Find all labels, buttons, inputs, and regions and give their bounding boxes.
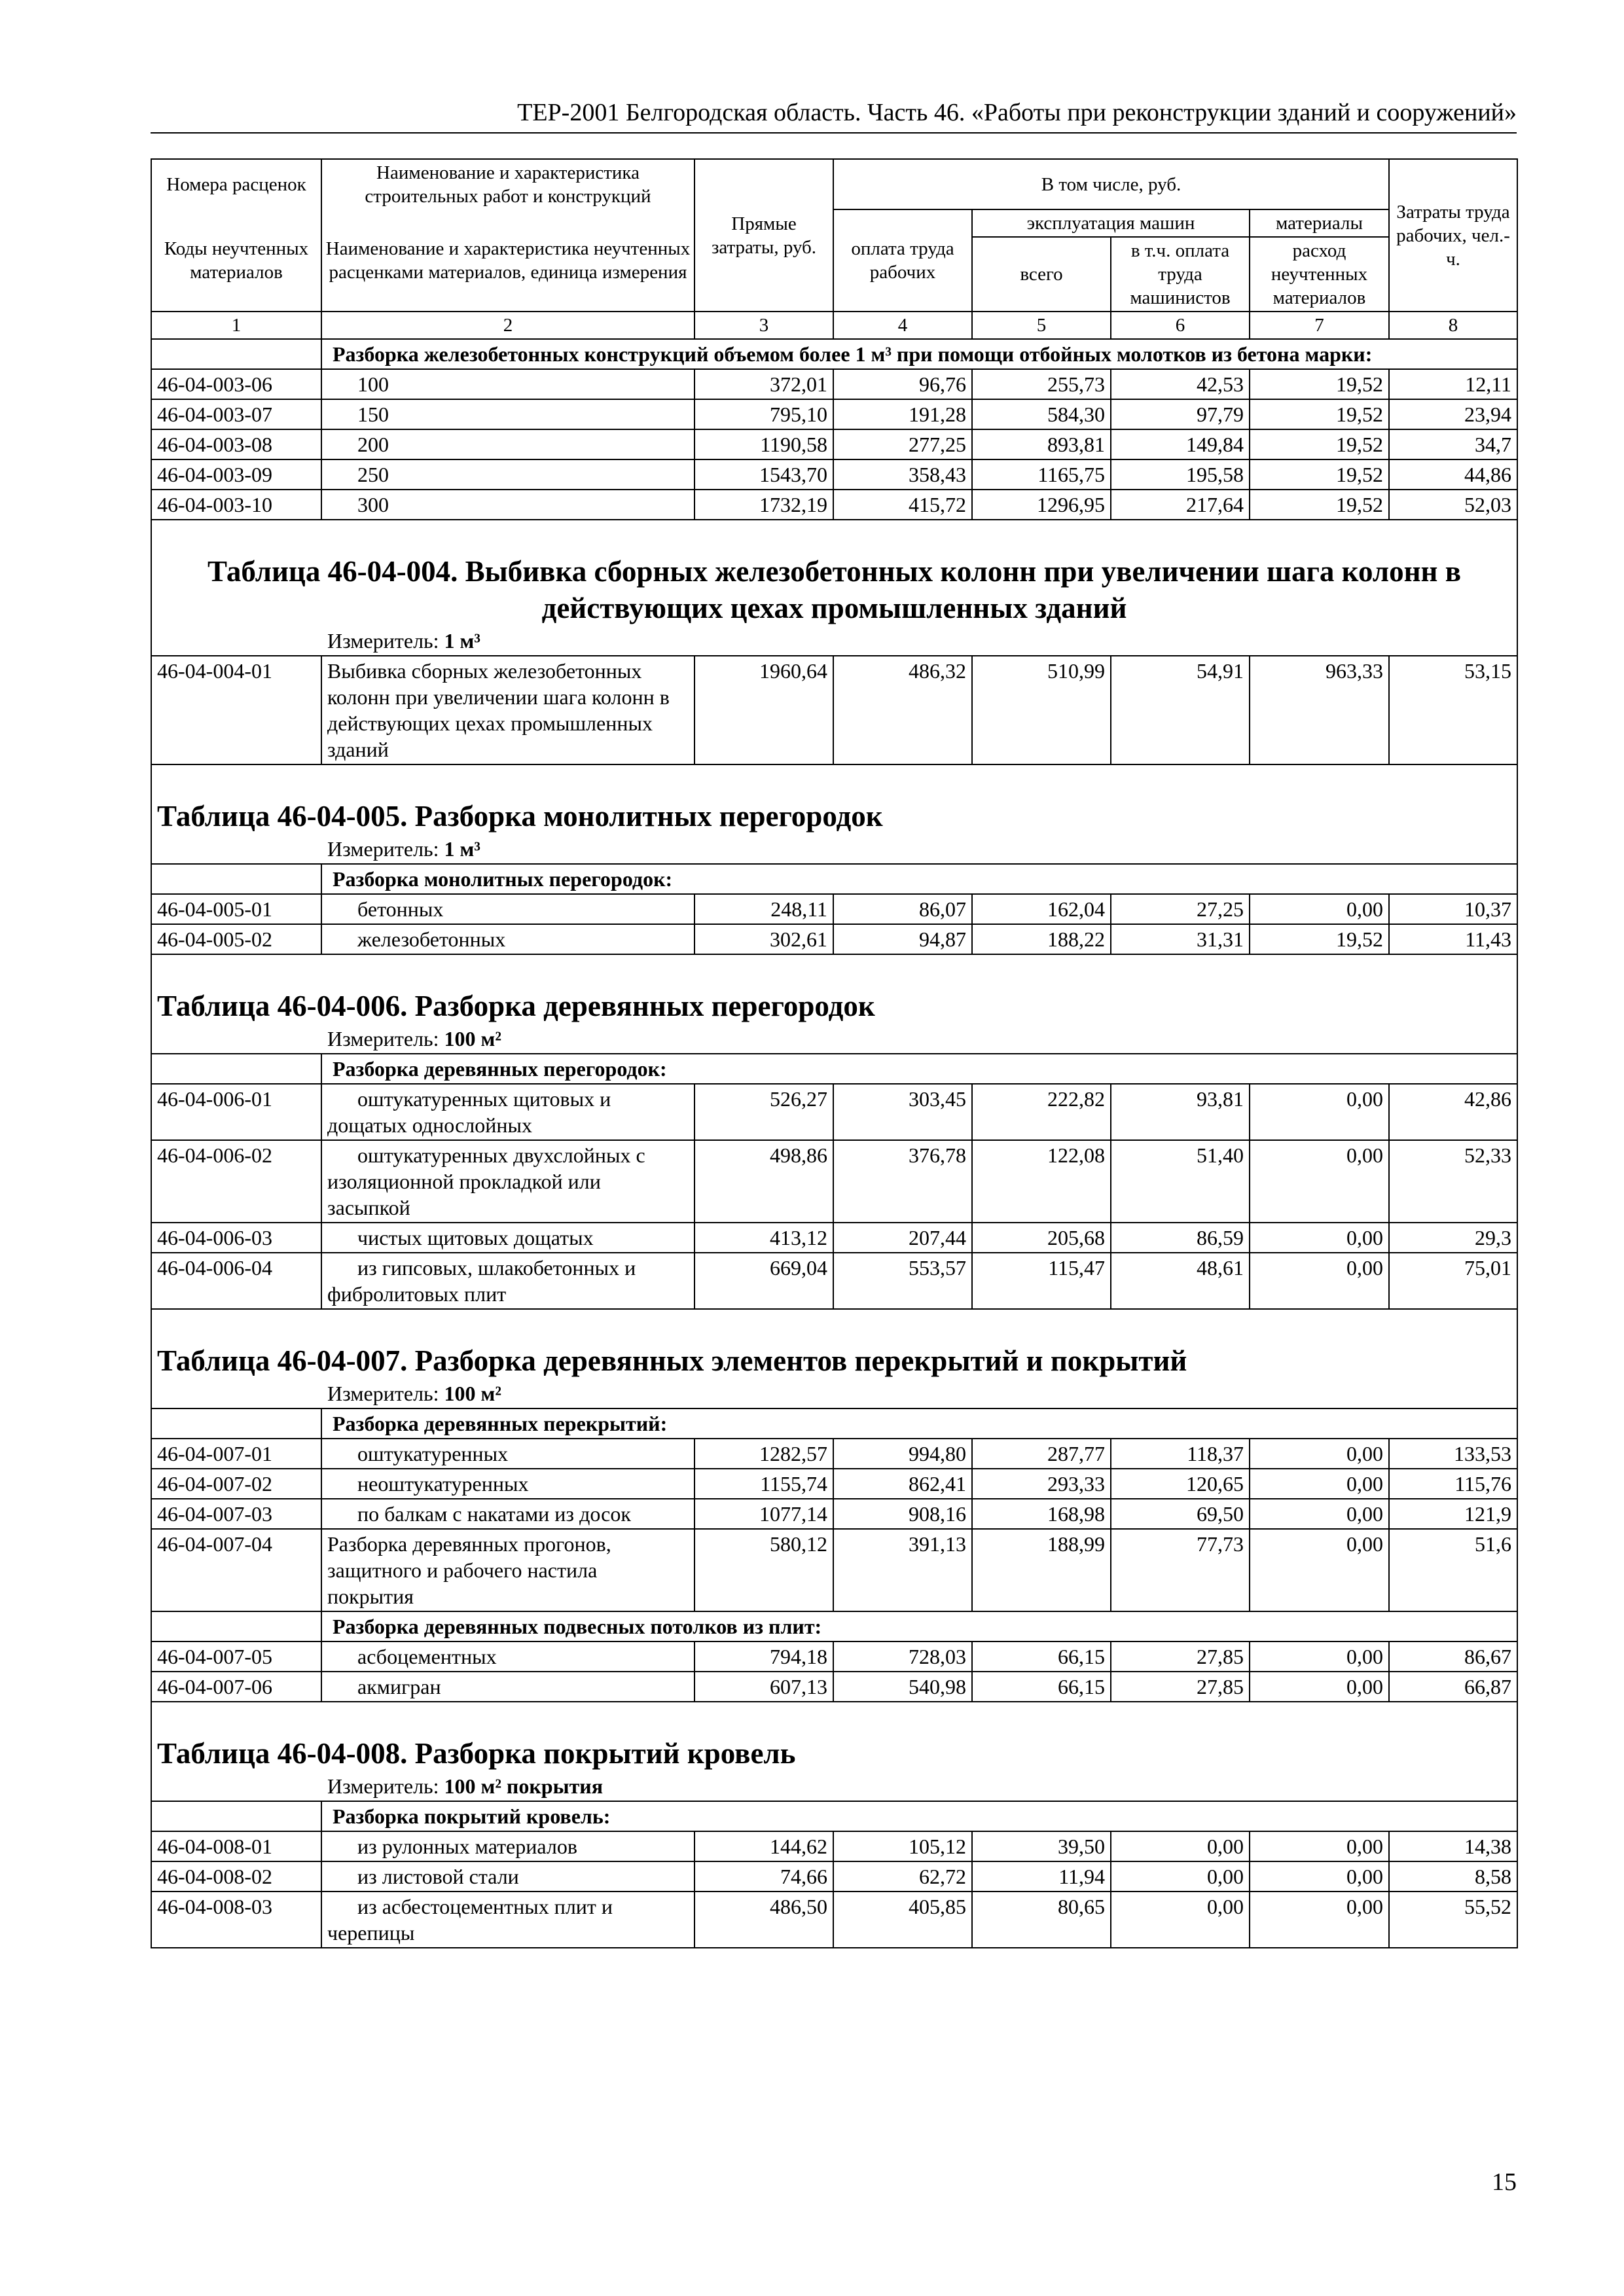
direct-costs-value: 669,04 [695,1253,833,1309]
machines-total-value: 205,68 [972,1223,1111,1253]
labor-value: 34,7 [1389,429,1517,459]
direct-costs-value: 144,62 [695,1831,833,1861]
header-including: В том числе, руб. [833,159,1389,209]
table-title-cell [151,764,1517,864]
col-number: 6 [1111,312,1250,339]
wages-value: 376,78 [833,1140,972,1223]
direct-costs-value: 1543,70 [695,459,833,490]
wages-value: 862,41 [833,1469,972,1499]
measure-line [157,626,1511,655]
rate-code: 46-04-008-01 [151,1831,321,1861]
direct-costs-value: 1155,74 [695,1469,833,1499]
wages-value: 405,85 [833,1892,972,1948]
machines-total-value: 39,50 [972,1831,1111,1861]
machines-total-value: 66,15 [972,1672,1111,1702]
rate-code: 46-04-007-03 [151,1499,321,1529]
materials-value: 0,00 [1250,1641,1389,1672]
table-row [151,1084,1517,1140]
machines-total-value: 188,99 [972,1529,1111,1611]
rates-table-body [151,159,1517,1948]
col-number: 3 [695,312,833,339]
group-code-cell [151,864,321,894]
labor-value: 42,86 [1389,1084,1517,1140]
labor-value: 29,3 [1389,1223,1517,1253]
table-row [151,1439,1517,1469]
rate-name: из листовой стали [321,1861,695,1892]
machines-wages-value: 77,73 [1111,1529,1250,1611]
table-row [151,429,1517,459]
rate-code: 46-04-006-01 [151,1084,321,1140]
materials-value: 0,00 [1250,894,1389,924]
rate-name: асбоцементных [321,1641,695,1672]
group-header: Разборка деревянных подвесных потолков из плит: [321,1611,1517,1641]
group-header: Разборка железобетонных конструкций объемом более 1 м³ при помощи отбойных молотков из бетона марки: [321,339,1517,369]
machines-total-value: 287,77 [972,1439,1111,1469]
labor-value: 12,11 [1389,369,1517,399]
col-number: 5 [972,312,1111,339]
rate-name: неоштукатуренных [321,1469,695,1499]
labor-value: 53,15 [1389,656,1517,764]
machines-wages-value: 31,31 [1111,924,1250,954]
machines-wages-value: 195,58 [1111,459,1250,490]
col-number: 4 [833,312,972,339]
wages-value: 191,28 [833,399,972,429]
table-row [151,369,1517,399]
machines-total-value: 11,94 [972,1861,1111,1892]
table-title: Таблица 46-04-005. Разборка монолитных перегородок [157,800,883,833]
header-numbers-row [151,312,1517,339]
header-rule [151,132,1517,134]
direct-costs-value: 372,01 [695,369,833,399]
measure-value: 100 м² покрытия [444,1774,604,1798]
table-row [151,1641,1517,1672]
materials-value: 0,00 [1250,1672,1389,1702]
measure-line [157,1379,1511,1408]
rate-name: Разборка деревянных прогонов, защитного и рабочего настила покрытия [321,1529,695,1611]
group-header: Разборка деревянных перегородок: [321,1054,1517,1084]
table-title-cell [151,954,1517,1054]
machines-total-value: 162,04 [972,894,1111,924]
materials-value: 0,00 [1250,1469,1389,1499]
rate-name: бетонных [321,894,695,924]
rate-name: из асбестоцементных плит и черепицы [321,1892,695,1948]
wages-value: 358,43 [833,459,972,490]
direct-costs-value: 248,11 [695,894,833,924]
wages-value: 908,16 [833,1499,972,1529]
table-row [151,924,1517,954]
table-title: Таблица 46-04-007. Разборка деревянных элементов перекрытий и покрытий [157,1344,1187,1377]
rate-name: железобетонных [321,924,695,954]
labor-value: 55,52 [1389,1892,1517,1948]
direct-costs-value: 302,61 [695,924,833,954]
machines-total-value: 1296,95 [972,490,1111,520]
table-title-cell [151,520,1517,656]
labor-value: 133,53 [1389,1439,1517,1469]
header-labor: Затраты труда рабочих, чел.-ч. [1389,159,1517,312]
materials-value: 0,00 [1250,1084,1389,1140]
machines-wages-value: 93,81 [1111,1084,1250,1140]
labor-value: 66,87 [1389,1672,1517,1702]
rate-code: 46-04-003-09 [151,459,321,490]
group-header: Разборка покрытий кровель: [321,1801,1517,1831]
direct-costs-value: 486,50 [695,1892,833,1948]
labor-value: 8,58 [1389,1861,1517,1892]
direct-costs-value: 498,86 [695,1140,833,1223]
header-machines: эксплуатация машин [972,209,1250,237]
rate-code: 46-04-005-02 [151,924,321,954]
materials-value: 19,52 [1250,924,1389,954]
header-row-2 [151,209,1517,237]
wages-value: 994,80 [833,1439,972,1469]
rate-name: чистых щитовых дощатых [321,1223,695,1253]
machines-total-value: 584,30 [972,399,1111,429]
machines-total-value: 293,33 [972,1469,1111,1499]
rate-code: 46-04-005-01 [151,894,321,924]
page-header: ТЕР-2001 Белгородская область. Часть 46. «Работы при реконструкции зданий и сооружений» [517,99,1517,126]
labor-value: 75,01 [1389,1253,1517,1309]
col-number: 8 [1389,312,1517,339]
machines-wages-value: 27,85 [1111,1641,1250,1672]
machines-total-value: 255,73 [972,369,1111,399]
machines-total-value: 510,99 [972,656,1111,764]
machines-wages-value: 0,00 [1111,1861,1250,1892]
header-material-name: Наименование и характеристика неучтенных расценками материалов, единица измерения [321,209,695,312]
header-material-codes: Коды неучтенных материалов [151,209,321,312]
table-row [151,1223,1517,1253]
measure-label: Измеритель: [327,1774,439,1798]
rates-table [151,158,1518,1948]
machines-wages-value: 48,61 [1111,1253,1250,1309]
table-row [151,1469,1517,1499]
page-number: 15 [1492,2168,1517,2196]
labor-value: 51,6 [1389,1529,1517,1611]
rate-code: 46-04-003-08 [151,429,321,459]
rate-name: оштукатуренных двухслойных с изоляционной прокладкой или засыпкой [321,1140,695,1223]
labor-value: 86,67 [1389,1641,1517,1672]
header-machines-wages: в т.ч. оплата труда машинистов [1111,237,1250,312]
direct-costs-value: 1190,58 [695,429,833,459]
group-header-row [151,1801,1517,1831]
table-row [151,459,1517,490]
labor-value: 121,9 [1389,1499,1517,1529]
measure-label: Измеритель: [327,1382,439,1405]
rate-name: из рулонных материалов [321,1831,695,1861]
rate-name: по балкам с накатами из досок [321,1499,695,1529]
col-number: 7 [1250,312,1389,339]
group-code-cell [151,1801,321,1831]
rate-code: 46-04-007-06 [151,1672,321,1702]
machines-total-value: 893,81 [972,429,1111,459]
measure-line [157,1772,1511,1801]
direct-costs-value: 1960,64 [695,656,833,764]
rate-code: 46-04-007-02 [151,1469,321,1499]
rate-code: 46-04-003-10 [151,490,321,520]
group-code-cell [151,1611,321,1641]
wages-value: 62,72 [833,1861,972,1892]
table-title-row [151,1702,1517,1801]
direct-costs-value: 413,12 [695,1223,833,1253]
machines-wages-value: 0,00 [1111,1831,1250,1861]
wages-value: 96,76 [833,369,972,399]
direct-costs-value: 794,18 [695,1641,833,1672]
table-title-row [151,764,1517,864]
materials-value: 0,00 [1250,1140,1389,1223]
labor-value: 14,38 [1389,1831,1517,1861]
rate-code: 46-04-006-02 [151,1140,321,1223]
materials-value: 963,33 [1250,656,1389,764]
machines-wages-value: 0,00 [1111,1892,1250,1948]
measure-label: Измеритель: [327,837,439,861]
table-row [151,399,1517,429]
table-row [151,1253,1517,1309]
table-row [151,1140,1517,1223]
labor-value: 10,37 [1389,894,1517,924]
rate-name: акмигран [321,1672,695,1702]
group-header-row [151,1054,1517,1084]
direct-costs-value: 1282,57 [695,1439,833,1469]
table-row [151,1672,1517,1702]
table-title-row [151,1309,1517,1408]
table-title-cell [151,1309,1517,1408]
machines-wages-value: 27,25 [1111,894,1250,924]
rate-name: 150 [321,399,695,429]
header-wages: оплата труда рабочих [833,209,972,312]
rate-code: 46-04-007-01 [151,1439,321,1469]
materials-value: 0,00 [1250,1499,1389,1529]
measure-value: 100 м² [444,1382,501,1405]
group-header-row [151,864,1517,894]
direct-costs-value: 795,10 [695,399,833,429]
group-header: Разборка деревянных перекрытий: [321,1408,1517,1439]
table-row [151,894,1517,924]
machines-total-value: 66,15 [972,1641,1111,1672]
wages-value: 391,13 [833,1529,972,1611]
table-row [151,1892,1517,1948]
machines-wages-value: 69,50 [1111,1499,1250,1529]
machines-wages-value: 42,53 [1111,369,1250,399]
machines-wages-value: 27,85 [1111,1672,1250,1702]
col-number: 2 [321,312,695,339]
wages-value: 553,57 [833,1253,972,1309]
table-row [151,1861,1517,1892]
col-number: 1 [151,312,321,339]
table-row [151,1529,1517,1611]
header-rate-numbers: Номера расценок [151,159,321,209]
direct-costs-value: 74,66 [695,1861,833,1892]
measure-line [157,1024,1511,1053]
materials-value: 0,00 [1250,1439,1389,1469]
materials-value: 0,00 [1250,1831,1389,1861]
rate-code: 46-04-008-03 [151,1892,321,1948]
group-code-cell [151,1054,321,1084]
direct-costs-value: 1077,14 [695,1499,833,1529]
measure-value: 1 м³ [444,837,480,861]
rate-code: 46-04-008-02 [151,1861,321,1892]
rate-code: 46-04-003-07 [151,399,321,429]
rate-code: 46-04-004-01 [151,656,321,764]
labor-value: 23,94 [1389,399,1517,429]
table-title: Таблица 46-04-004. Выбивка сборных железобетонных колонн при увеличении шага колонн в действующих цехах промышленных зданий [207,555,1462,624]
group-code-cell [151,1408,321,1439]
table-row [151,1499,1517,1529]
header-materials-sub: расход неучтенных материалов [1250,237,1389,312]
rate-name: Выбивка сборных железобетонных колонн при увеличении шага колонн в действующих цехах промышленных зданий [321,656,695,764]
rate-name: 100 [321,369,695,399]
rate-name: из гипсовых, шлакобетонных и фибролитовых плит [321,1253,695,1309]
rate-name: 250 [321,459,695,490]
table-row [151,490,1517,520]
header-machines-total: всего [972,237,1111,312]
direct-costs-value: 526,27 [695,1084,833,1140]
header-work-name: Наименование и характеристика строительных работ и конструкций [321,159,695,209]
machines-total-value: 168,98 [972,1499,1111,1529]
machines-wages-value: 54,91 [1111,656,1250,764]
machines-wages-value: 217,64 [1111,490,1250,520]
table-row [151,1831,1517,1861]
machines-wages-value: 149,84 [1111,429,1250,459]
wages-value: 105,12 [833,1831,972,1861]
rate-code: 46-04-003-06 [151,369,321,399]
labor-value: 11,43 [1389,924,1517,954]
machines-total-value: 115,47 [972,1253,1111,1309]
table-title-cell [151,1702,1517,1801]
materials-value: 0,00 [1250,1892,1389,1948]
group-header-row [151,1611,1517,1641]
wages-value: 86,07 [833,894,972,924]
labor-value: 52,03 [1389,490,1517,520]
machines-wages-value: 86,59 [1111,1223,1250,1253]
labor-value: 44,86 [1389,459,1517,490]
wages-value: 540,98 [833,1672,972,1702]
wages-value: 94,87 [833,924,972,954]
materials-value: 19,52 [1250,429,1389,459]
labor-value: 115,76 [1389,1469,1517,1499]
table-title: Таблица 46-04-008. Разборка покрытий кровель [157,1737,796,1770]
table-title-row [151,520,1517,656]
group-header-row [151,1408,1517,1439]
direct-costs-value: 607,13 [695,1672,833,1702]
header-direct-costs: Прямые затраты, руб. [695,159,833,312]
measure-value: 100 м² [444,1027,501,1050]
table-title-row [151,954,1517,1054]
materials-value: 19,52 [1250,490,1389,520]
machines-total-value: 222,82 [972,1084,1111,1140]
machines-total-value: 1165,75 [972,459,1111,490]
table-row [151,656,1517,764]
machines-wages-value: 120,65 [1111,1469,1250,1499]
rate-name: 200 [321,429,695,459]
rate-name: оштукатуренных щитовых и дощатых однослойных [321,1084,695,1140]
header-row-1 [151,159,1517,209]
group-header: Разборка монолитных перегородок: [321,864,1517,894]
table-title: Таблица 46-04-006. Разборка деревянных перегородок [157,990,875,1022]
machines-wages-value: 118,37 [1111,1439,1250,1469]
machines-total-value: 80,65 [972,1892,1111,1948]
direct-costs-value: 580,12 [695,1529,833,1611]
wages-value: 728,03 [833,1641,972,1672]
materials-value: 19,52 [1250,369,1389,399]
rate-code: 46-04-007-04 [151,1529,321,1611]
group-header-row [151,339,1517,369]
wages-value: 277,25 [833,429,972,459]
machines-total-value: 188,22 [972,924,1111,954]
rate-name: 300 [321,490,695,520]
rate-code: 46-04-006-03 [151,1223,321,1253]
measure-label: Измеритель: [327,629,439,653]
wages-value: 486,32 [833,656,972,764]
materials-value: 19,52 [1250,459,1389,490]
rate-code: 46-04-006-04 [151,1253,321,1309]
materials-value: 19,52 [1250,399,1389,429]
wages-value: 207,44 [833,1223,972,1253]
labor-value: 52,33 [1389,1140,1517,1223]
rate-name: оштукатуренных [321,1439,695,1469]
direct-costs-value: 1732,19 [695,490,833,520]
machines-wages-value: 51,40 [1111,1140,1250,1223]
materials-value: 0,00 [1250,1861,1389,1892]
machines-wages-value: 97,79 [1111,399,1250,429]
materials-value: 0,00 [1250,1223,1389,1253]
measure-value: 1 м³ [444,629,480,653]
header-materials: материалы [1250,209,1389,237]
wages-value: 415,72 [833,490,972,520]
wages-value: 303,45 [833,1084,972,1140]
group-code-cell [151,339,321,369]
materials-value: 0,00 [1250,1253,1389,1309]
measure-label: Измеритель: [327,1027,439,1050]
machines-total-value: 122,08 [972,1140,1111,1223]
rate-code: 46-04-007-05 [151,1641,321,1672]
materials-value: 0,00 [1250,1529,1389,1611]
measure-line [157,834,1511,863]
